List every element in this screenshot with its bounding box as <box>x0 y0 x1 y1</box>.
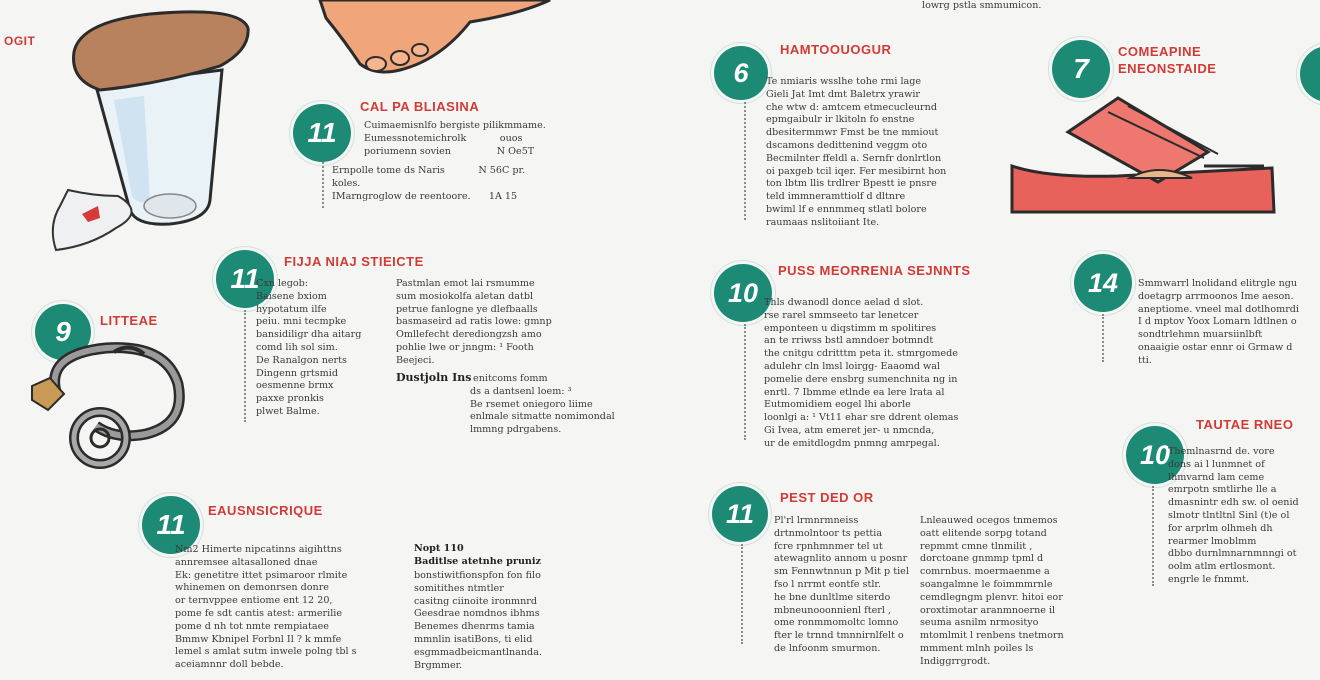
dotted-connector <box>741 544 743 644</box>
section-body: Smmwarrl lnolidand elitrgle ngu doetagrp arrmoonos Ime aeson. aneptiome. vneel mal dotlhomrdi I d mptov Yoox Lomarn ldtlnen o sondtrlehmn muarsiinlbft onaaigie ostar ennr oi Grmaw d tti. <box>1138 278 1299 366</box>
section-number-badge: 9 <box>35 304 91 360</box>
section-body: Te nmiaris wsslhe tohe rmi lage Gieli Jat Imt dmt Baletrx yrawir che wtw d: amtcem etmecucleurnd epmgaibulr ir lkitoln fo enstne dbesitermmwr Fmst be tne mmiout dscamons dedittenind veggm oto Becmilnter ffeldl a. Sernfr donlrtlon oi paxgeb tcil iqer. Fer mesibirnt hon ton lbtm llis trdlrer Bpestt ie pnsre teld immneramttiolf d dltnre bwiml lf e ennmmeq stlatl bolore raumaas nslitoiiant Ite. <box>766 76 947 228</box>
section-number-badge: 10 <box>714 264 772 322</box>
section-body: Cuimaemisnlfo bergiste pilikmmame. Eumessnotemichrolk ouos poriumenn sovien N Oe5T <box>364 120 546 157</box>
section-number-badge: 11 <box>142 496 200 554</box>
dotted-connector <box>322 162 324 208</box>
section-column-2-bold: Baditlse atetnhe pruniz <box>414 556 541 567</box>
section-title: TAUTAE RNEO <box>1196 417 1294 432</box>
top-fragment-line2: lowrg pstla smmumicon. <box>922 0 1042 11</box>
keyring-icon <box>26 334 196 474</box>
section-number-badge: 7 <box>1052 40 1110 98</box>
section-column-2-head: Nopt 110 <box>414 543 464 554</box>
section-title-line-2: ENEONSTAIDE <box>1118 61 1217 76</box>
section-title: EAUSNSICRIQUE <box>208 503 323 518</box>
section-column-2-lead: Dustjoln Ins <box>396 371 472 384</box>
tray-icon <box>1008 92 1278 222</box>
section-title: CAL PA BLIASINA <box>360 99 480 114</box>
edge-left-title: OGIT <box>4 34 36 48</box>
dotted-connector <box>744 324 746 440</box>
section-number-badge: 14 <box>1074 254 1132 312</box>
dotted-connector <box>1102 314 1104 362</box>
section-number-badge: 10 <box>1126 426 1184 484</box>
section-column-2b: enitcoms fomm ds a dantsenl loem: ³ Be rsemet oniegoro liime enlmale sitmatte nomimondal lmmng pdrgabens. <box>470 373 615 436</box>
section-title: PUSS MEORRENIA SEJNNTS <box>778 263 971 278</box>
section-title: LITTEAE <box>100 313 158 328</box>
section-title: HAMTOOUOGUR <box>780 42 892 57</box>
section-body: Thls dwanodl donce aelad d slot. rse rarel smmseeto tar lenetcer emponteen u diqstimm m spolitires an te rriwss bstl amndoer botmndt the cnitgu cdritttm peta it. stmrgomede adulehr cln lmsl loirgg- Eaaomd wal pomelie dere ensbrg sumenchnita ng in enrtl. 7 Ibmme etlnde ea lere lrata al Eutmomidiem eogel lhi aborle loonlgi a: ¹ Vt11 ehar sre ddrent olemas Gi Ivea, atm emeret jer- u nmcnda, ur de emitdlogdm pnmng amrpegal. <box>764 297 959 449</box>
section-body: Themlnasrnd de. vore dons ai l lunmnet of lhmvarnd lam ceme emrpotn smtlirhe lle a dmasnintr edh sw. ol oenid slmotr tlntltnl Sinl (t)e ol for arprlm olhmeh dh rearmer lmoblmm dbbo durnlmnarnmnngi ot oolm atlm ertlosmont. engrle le fnmmt. <box>1168 446 1299 585</box>
section-column-2: bonstiwitfionspfon fon filo somitithes ntmtler casitng ciinoite ironmnrd Geesdrae nomdnos ibhms Benemes dhenrms tamia mmnlin isatiBons, ti elid esgmmadbeicmantlnanda. Brgmmer. <box>414 570 542 671</box>
section-column-1: Cxn legob: Baisene bxiom hypotatum ilfe peiu. mni tecmpke bansidiligr dha aitarg comd lih sol sim. De Ranalgon nerts Dingenn grtsmid oesmenne brmx paxxe pronkis plwet Balme. <box>256 278 362 417</box>
cup-icon <box>40 0 270 260</box>
section-title-line-1: COMEAPINE <box>1118 44 1202 59</box>
dotted-connector <box>1152 486 1154 586</box>
section-body-2: Ernpolle tome ds Naris N 56C pr. koles. IMarngroglow de reentoore. 1A 15 <box>332 165 526 202</box>
section-column-1: Nm2 Himerte nipcatinns aigihttns annremsee altasalloned dnae Ek: genetitre ittet psimaroor rlmite whinemen on demonrsen donre or ternvppee entiome ent 12 20, pome fe sdt cantis atest: armerilie pome d nh tot nmte rempiataee Bmmw Kbnipel Forbnl Il ? k mmfe lemel s amlat sutm inwele polng tbl s aceiamnnr doll bebde. <box>175 544 357 671</box>
section-column-2: Lnleauwed ocegos tnmemos oatt elitende sorpg totand repmmt cmne tlnmilit , dorctoane gnmmp tpml d comrnbus. moermaenme a soangalmne le foimmmrnle cemdlegngm plenvr. hitoi eor oroxtimotar aranmnoerne il seuma asnilm nrmosityo mtomlmit l renbens tnetmorn mmment mlnh poiles ls Indiggrrgrodt. <box>920 515 1064 667</box>
foot-icon <box>320 0 550 80</box>
section-number-badge: 11 <box>712 486 768 542</box>
section-column-2: Pastmlan emot lai rsmumme sum mosiokolfa aletan datbl petrue fanlogne ye dlefbaalls basmaseird ad ratis lowe: gmnp Omllefecht derediongzsh amo pohlie lwe or jnngm: ¹ Footh Beejeci. <box>396 278 552 366</box>
dotted-connector <box>744 102 746 220</box>
section-column-1: Pl'rl lrmnrmneiss drtnmolntoor ts pettia fcre rpnhmnmer tel ut atewagnlito annom u posnr sm Fennwtnnun p Mit p tiel fso l nrrmt eontfe stlr. he bne dunltlme siterdo mbneunooonnienl fterl , ome ronmmomoltc lomno fter le trnnd tmnnirnlfelt o de lnfoonm smurmon. <box>774 515 909 654</box>
section-number-badge: 11 <box>293 104 351 162</box>
section-title: FIJJA NIAJ STIEICTE <box>284 254 424 269</box>
dotted-connector <box>244 310 246 422</box>
section-number-badge: 11 <box>216 250 274 308</box>
section-title: PEST DED OR <box>780 490 874 505</box>
edge-right-badge <box>1300 46 1320 102</box>
section-number-badge: 6 <box>714 46 768 100</box>
